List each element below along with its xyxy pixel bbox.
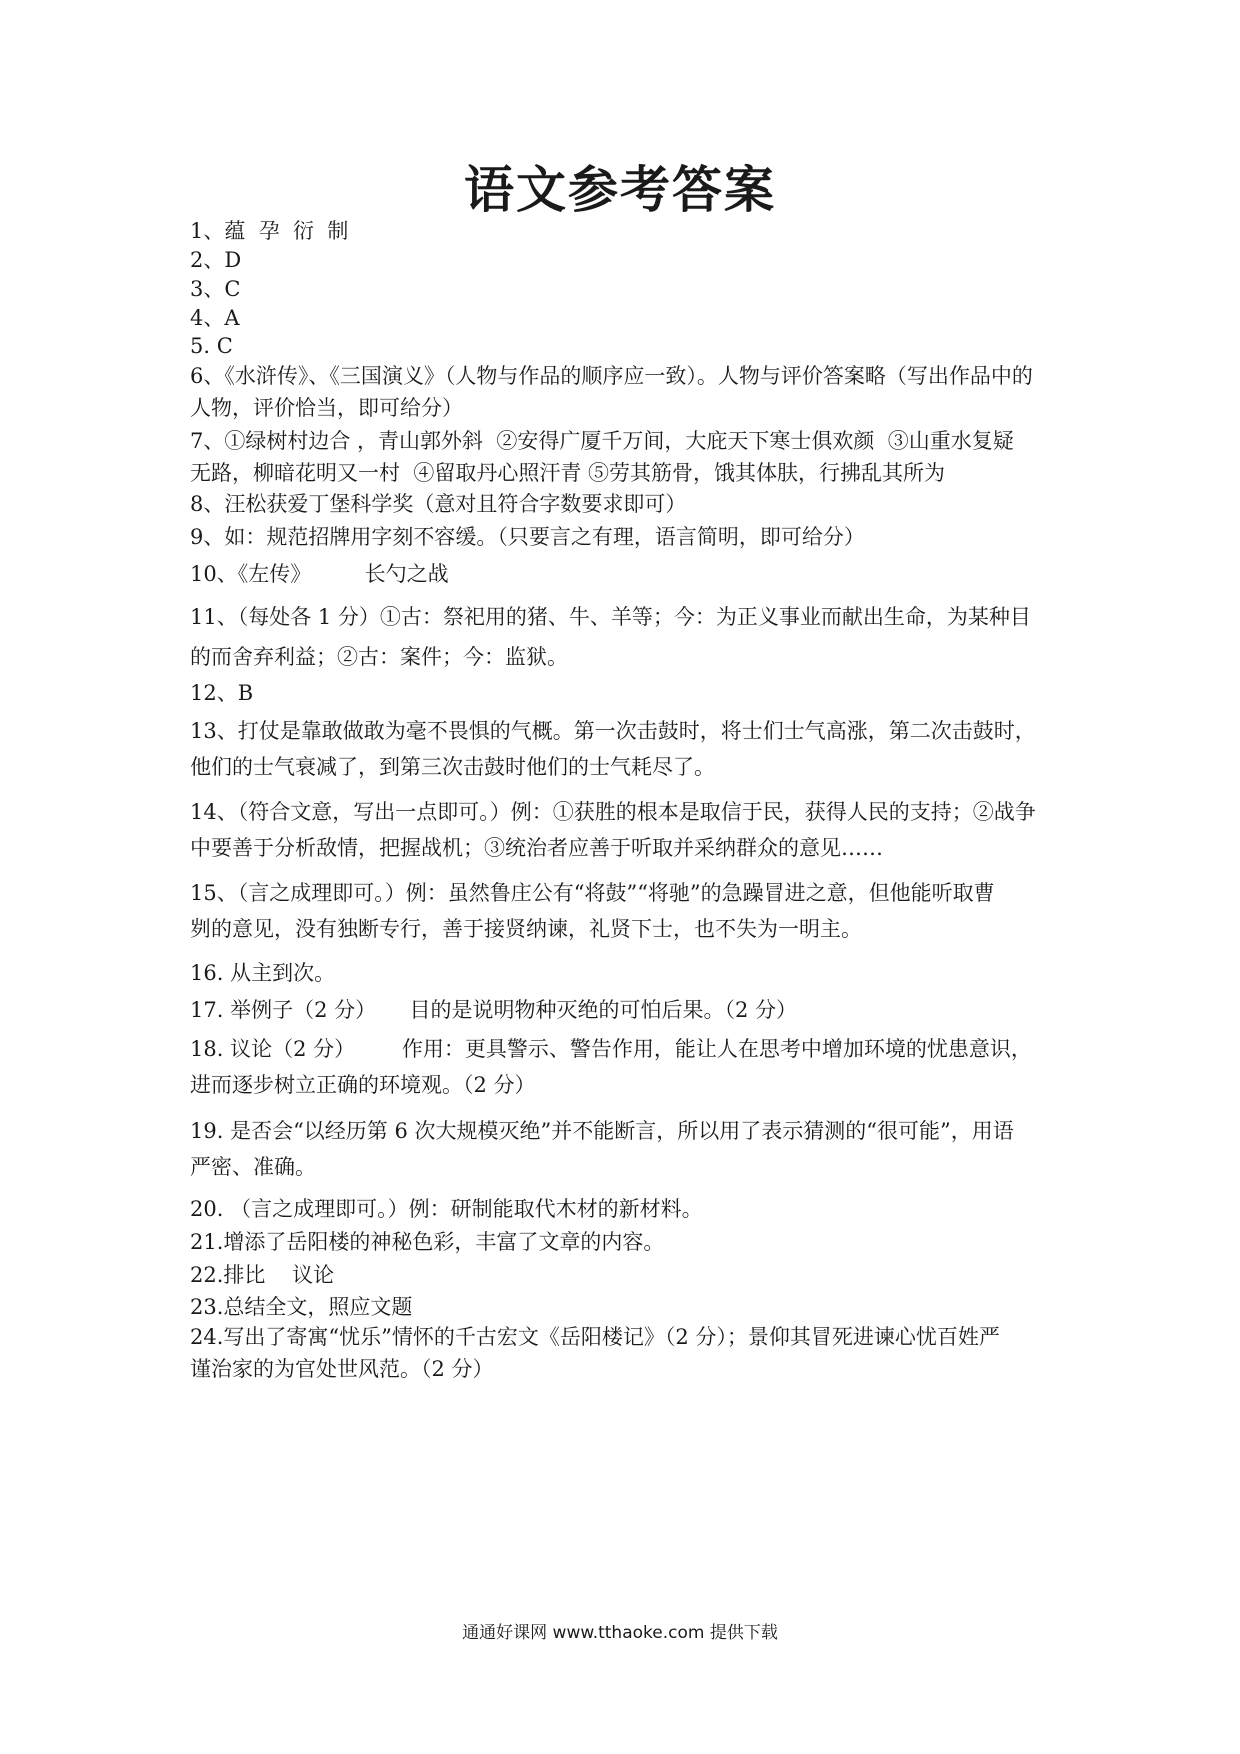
answer-item-18 — [190, 1031, 1070, 1103]
answer-line: 进而逐步树立正确的环境观。（2 分） — [190, 1073, 536, 1097]
answer-item-6 — [190, 360, 1070, 424]
answer-line: 13、打仗是靠敢做敢为毫不畏惧的气概。第一次击鼓时，将士们士气高涨，第二次击鼓时， — [190, 719, 1036, 743]
answer-item-7 — [190, 425, 1070, 489]
answer-line: 4、A — [190, 306, 240, 330]
page-title: 语文参考答案 — [464, 161, 776, 219]
answer-line: 23.总结全文，照应文题 — [190, 1295, 413, 1319]
answer-item-20 — [190, 1193, 1070, 1225]
answer-line: 刿的意见，没有独断专行，善于接贤纳谏，礼贤下士，也不失为一明主。 — [190, 917, 862, 941]
answer-line: 人物，评价恰当，即可给分） — [190, 396, 463, 420]
answer-item-10 — [190, 558, 1070, 590]
answer-item-24 — [190, 1321, 1070, 1385]
answer-line: 16. 从主到次。 — [190, 961, 336, 985]
answer-line: 的而舍弃利益；②古：案件；今：监狱。 — [190, 645, 568, 669]
answer-item-8 — [190, 488, 1070, 520]
answer-line: 2、D — [190, 248, 242, 272]
answer-item-21 — [190, 1226, 1070, 1258]
answer-line: 12、B — [190, 681, 254, 705]
answer-line: 19. 是否会“以经历第 6 次大规模灭绝”并不能断言，所以用了表示猜测的“很可能”，用语 — [190, 1119, 1014, 1143]
answer-item-2 — [190, 244, 1070, 276]
answer-line: 严密、准确。 — [190, 1155, 316, 1179]
answer-item-17 — [190, 994, 1070, 1026]
answer-line: 1、蕴 孕 衍 制 — [190, 219, 349, 243]
answer-item-23 — [190, 1291, 1070, 1323]
answer-item-5 — [190, 330, 1070, 362]
answer-line: 7、①绿树村边合 ，青山郭外斜 ②安得广厦千万间，大庇天下寒士俱欢颜 ③山重水复疑 — [190, 429, 1014, 453]
answer-line: 22.排比 议论 — [190, 1263, 335, 1287]
answer-item-16 — [190, 957, 1070, 989]
answer-line: 20. （言之成理即可。）例：研制能取代木材的新材料。 — [190, 1197, 703, 1221]
answer-line: 21.增添了岳阳楼的神秘色彩，丰富了文章的内容。 — [190, 1230, 665, 1254]
answer-line: 3、C — [190, 277, 241, 301]
answer-line: 24.写出了寄寓“忧乐”情怀的千古宏文《岳阳楼记》（2 分）；景仰其冒死进谏心忧百姓严 — [190, 1325, 1000, 1349]
answer-item-15 — [190, 875, 1070, 947]
footer-source: 通通好课网 www.tthaoke.com 提供下载 — [462, 1623, 778, 1643]
answer-line: 11、（每处各 1 分）①古：祭祀用的猪、牛、羊等；今：为正义事业而献出生命，为某种目 — [190, 605, 1031, 629]
answer-line: 8、汪松获爱丁堡科学奖（意对且符合字数要求即可） — [190, 492, 687, 516]
answer-line: 中要善于分析敌情，把握战机；③统治者应善于听取并采纳群众的意见…… — [190, 836, 883, 860]
answer-line: 他们的士气衰减了，到第三次击鼓时他们的士气耗尽了。 — [190, 755, 715, 779]
answer-line: 18. 议论（2 分） 作用：更具警示、警告作用，能让人在思考中增加环境的忧患意识， — [190, 1037, 1032, 1061]
answer-item-3 — [190, 273, 1070, 305]
answer-item-12 — [190, 677, 1070, 709]
answer-item-22 — [190, 1259, 1070, 1291]
answer-line: 9、如：规范招牌用字刻不容缓。（只要言之有理，语言简明，即可给分） — [190, 525, 865, 549]
answer-line: 10、《左传》 长勺之战 — [190, 562, 449, 586]
answer-line: 14、（符合文意，写出一点即可。）例：①获胜的根本是取信于民，获得人民的支持；②战争 — [190, 800, 1036, 824]
answer-item-9 — [190, 521, 1070, 553]
answer-item-11 — [190, 597, 1070, 677]
answer-line: 5. C — [190, 334, 233, 358]
answer-line: 6、《水浒传》、《三国演义》（人物与作品的顺序应一致）。人物与评价答案略（写出作品中的 — [190, 364, 1033, 388]
answer-line: 无路，柳暗花明又一村 ④留取丹心照汗青 ⑤劳其筋骨，饿其体肤，行拂乱其所为 — [190, 461, 946, 485]
answer-item-19 — [190, 1113, 1070, 1185]
answer-item-13 — [190, 713, 1070, 785]
answer-line: 谨治家的为官处世风范。（2 分） — [190, 1357, 494, 1381]
answer-line: 15、（言之成理即可。）例：虽然鲁庄公有“将鼓”“将驰”的急躁冒进之意，但他能听取曹 — [190, 881, 995, 905]
answer-line: 17. 举例子（2 分） 目的是说明物种灭绝的可怕后果。（2 分） — [190, 998, 798, 1022]
answer-item-1 — [190, 215, 1070, 247]
answer-item-14 — [190, 794, 1070, 866]
